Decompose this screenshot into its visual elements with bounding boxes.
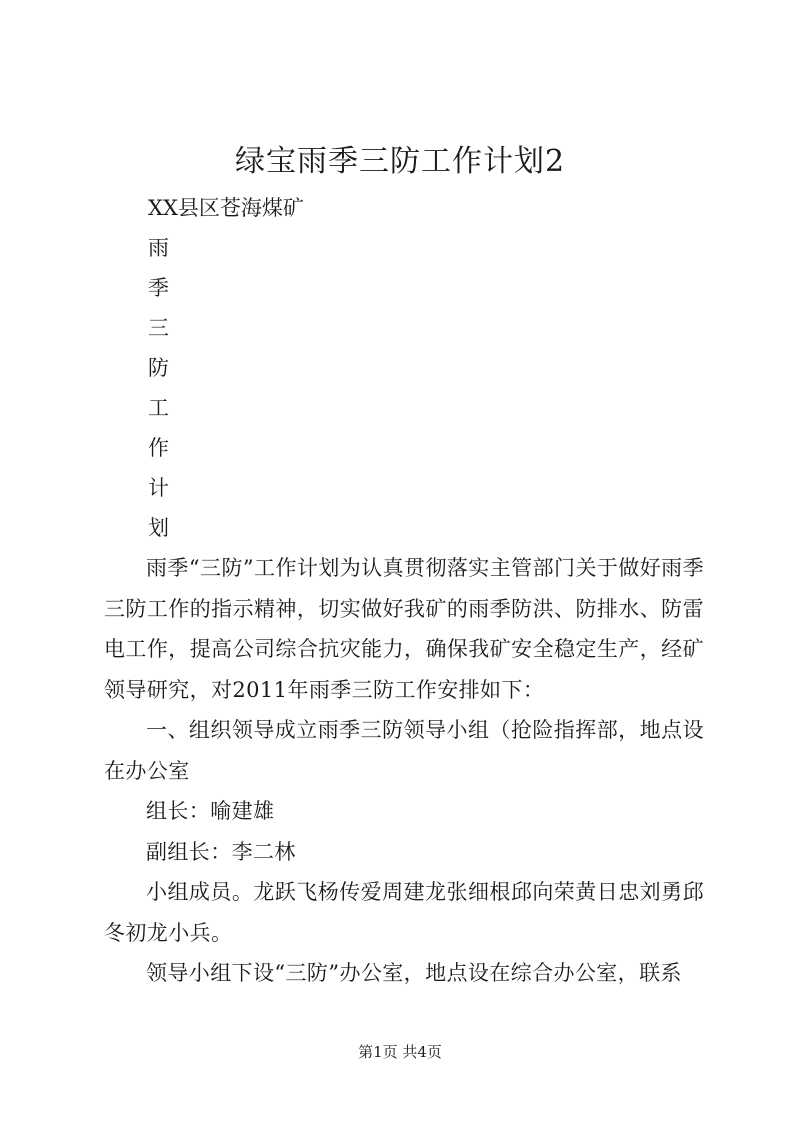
page-footer: 第1页 共4页: [358, 1043, 442, 1061]
org-line: XX县区苍海煤矿: [148, 196, 304, 220]
document-title: 绿宝雨季三防工作计划2: [234, 144, 566, 179]
vertical-title-char: 计: [148, 476, 169, 500]
vertical-title-char: 季: [148, 276, 169, 300]
intro-paragraph: 雨季“三防”工作计划为认真贯彻落实主管部门关于做好雨季三防工作的指示精神，切实做好我矿的雨季防洪、防排水、防雷电工作，提高公司综合抗灾能力，确保我矿安全稳定生产，经矿领导研究，对2011年雨季三防工作安排如下：: [104, 556, 704, 702]
vertical-title-char: 雨: [148, 236, 169, 260]
vertical-title-char: 工: [148, 396, 169, 420]
leader-line: 组长：喻建雄: [146, 799, 275, 823]
section-1-heading: 一、组织领导成立雨季三防领导小组（抢险指挥部，地点设在办公室: [104, 718, 704, 783]
office-paragraph: 领导小组下设“三防”办公室，地点设在综合办公室，联系: [146, 961, 682, 985]
vertical-title-char: 作: [148, 436, 169, 460]
members-paragraph: 小组成员。龙跃飞杨传爱周建龙张细根邱向荣黄日忠刘勇邱冬初龙小兵。: [104, 880, 704, 945]
deputy-line: 副组长：李二林: [146, 840, 296, 864]
vertical-title-char: 防: [148, 356, 169, 380]
vertical-title-char: 三: [148, 316, 169, 340]
vertical-title-char: 划: [148, 516, 169, 540]
